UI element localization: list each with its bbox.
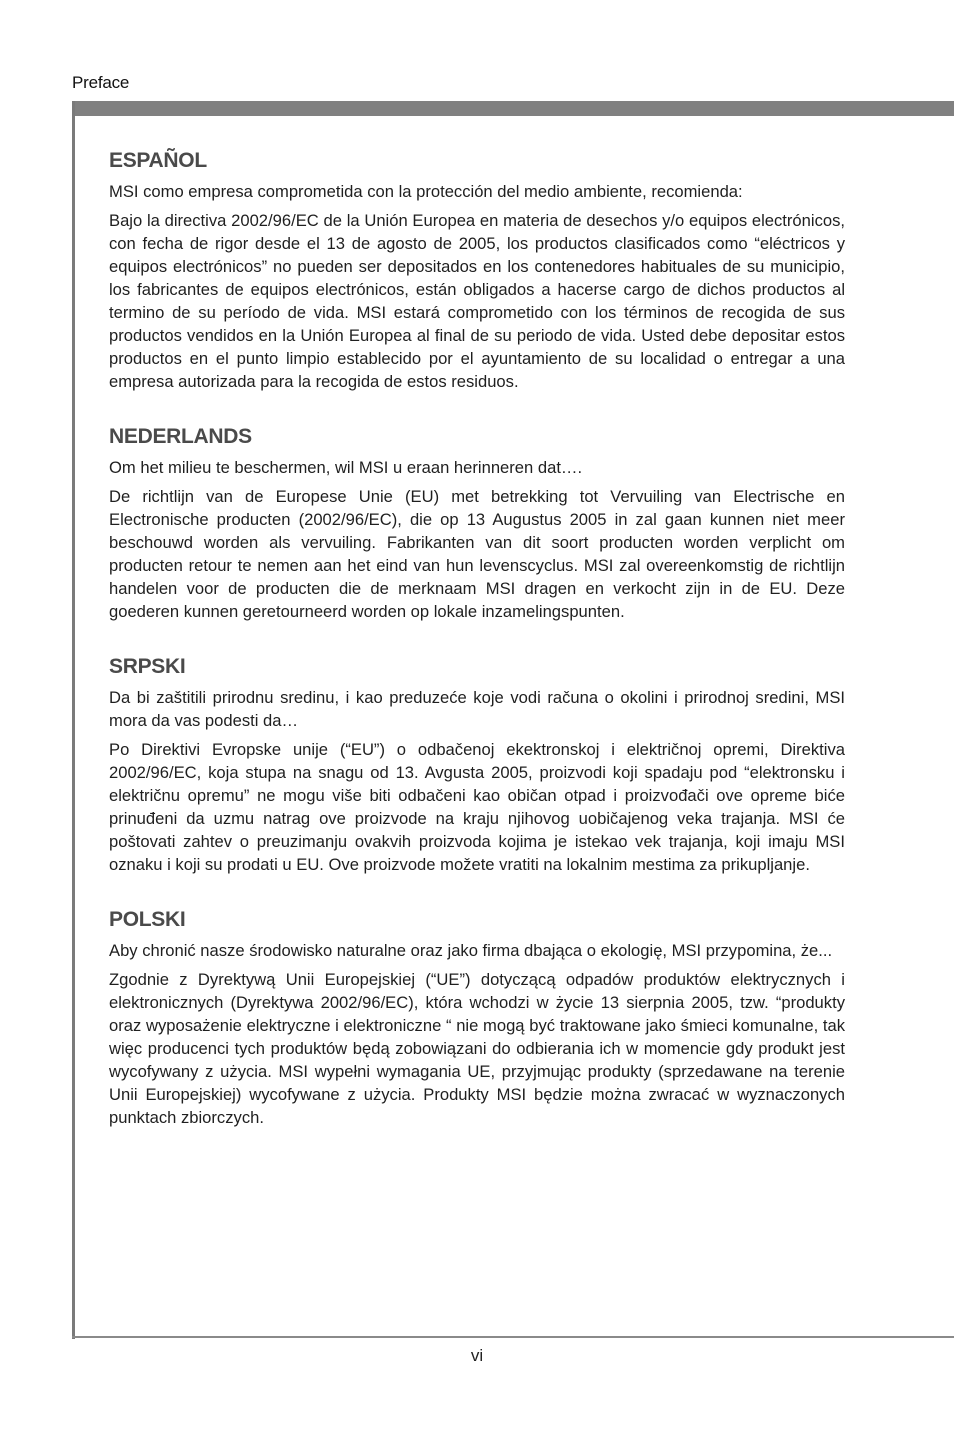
header-bar <box>72 101 954 116</box>
section-srpski <box>109 654 845 876</box>
section-intro: Aby chronić nasze środowisko naturalne oraz jako firma dbająca o ekologię, MSI przypomina, że... <box>109 941 833 960</box>
section-intro: Da bi zaštitili prirodnu sredinu, i kao preduzeće koje vodi računa o okolini i prirodnoj sredini, MSI mora da vas podesti da… <box>109 688 845 730</box>
section-intro: MSI como empresa comprometida con la protección del medio ambiente, recomienda: <box>109 182 743 201</box>
section-heading: POLSKI <box>109 908 186 931</box>
section-espanol <box>109 148 845 393</box>
section-heading: NEDERLANDS <box>109 425 252 448</box>
bottom-frame-rule <box>72 1336 954 1338</box>
section-intro: Om het milieu te beschermen, wil MSI u eraan herinneren dat…. <box>109 458 583 477</box>
section-heading: ESPAÑOL <box>109 149 207 172</box>
page-number: vi <box>470 1346 484 1365</box>
page-content <box>109 148 845 1160</box>
section-nederlands <box>109 424 845 623</box>
section-body: De richtlijn van de Europese Unie (EU) met betrekking tot Vervuiling van Electrische en Electronische producten (2002/96/EC), die op 13 Augustus 2005 in zal gaan kunnen niet meer beschouwd worden als vervuiling. Fabrikanten van dit soort producten worden verplicht om producten retour te nemen aan het eind van hun levenscyclus. MSI zal overeenkomstig de richtlijn handelen voor de producten die de merknaam MSI dragen en verkocht zijn in de EU. Deze goederen kunnen geretourneerd worden op lokale inzamelingspunten. <box>109 487 845 621</box>
section-body: Zgodnie z Dyrektywą Unii Europejskiej (“UE”) dotyczącą odpadów produktów elektrycznych i elektronicznych (Dyrektywa 2002/96/EC), która wchodzi w życie 13 sierpnia 2005, tzw. “produkty oraz wyposażenie elektryczne i elektroniczne “ nie mogą być traktowane jako śmieci komunalne, tak więc producenci tych produktów będą zobowiązani do odbierania ich w momencie gdy produkt jest wycofywany z użycia. MSI wypełni wymagania UE, przyjmując produkty (sprzedawane na terenie Unii Europejskiej) wycofywane z użycia. Produkty MSI będzie można zwracać w wyznaczonych punktach zbiorczych. <box>109 970 845 1127</box>
section-body: Po Direktivi Evropske unije (“EU”) o odbačenoj ekektronskoj i električnoj opremi, Direktiva 2002/96/EC, koja stupa na snagu od 13. Avgusta 2005, proizvodi koji spadaju pod “elektronsku i električnu opremu” ne mogu više biti odbačeni kao običan otpad i proizvođači ove opreme biće prinuđeni da uzmu natrag ove proizvode na kraju njihovog uobičajenog veka trajanja. MSI će poštovati zahtev o preuzimanju ovakvih proizvoda kojima je istekao vek trajanja, koji imaju MSI oznaku i koji su prodati u EU. Ove proizvode možete vratiti na lokalnim mestima za prikupljanje. <box>109 740 845 874</box>
section-body: Bajo la directiva 2002/96/EC de la Unión Europea en materia de desechos y/o equipos electrónicos, con fecha de rigor desde el 13 de agosto de 2005, los productos clasificados como “eléctricos y equipos electrónicos” no pueden ser depositados en los contenedores habituales de su municipio, los fabricantes de equipos electrónicos, están obligados a hacerse cargo de dichos productos al termino de su período de vida. MSI estará comprometido con los términos de recogida de sus productos vendidos en la Unión Europea al final de su periodo de vida. Usted debe depositar estos productos en el punto limpio establecido por el ayuntamiento de su localidad o entregar a una empresa autorizada para la recogida de estos residuos. <box>109 211 845 391</box>
running-header: Preface <box>72 73 130 92</box>
section-polski <box>109 907 845 1129</box>
left-frame-rule <box>72 101 75 1339</box>
section-heading: SRPSKI <box>109 655 186 678</box>
